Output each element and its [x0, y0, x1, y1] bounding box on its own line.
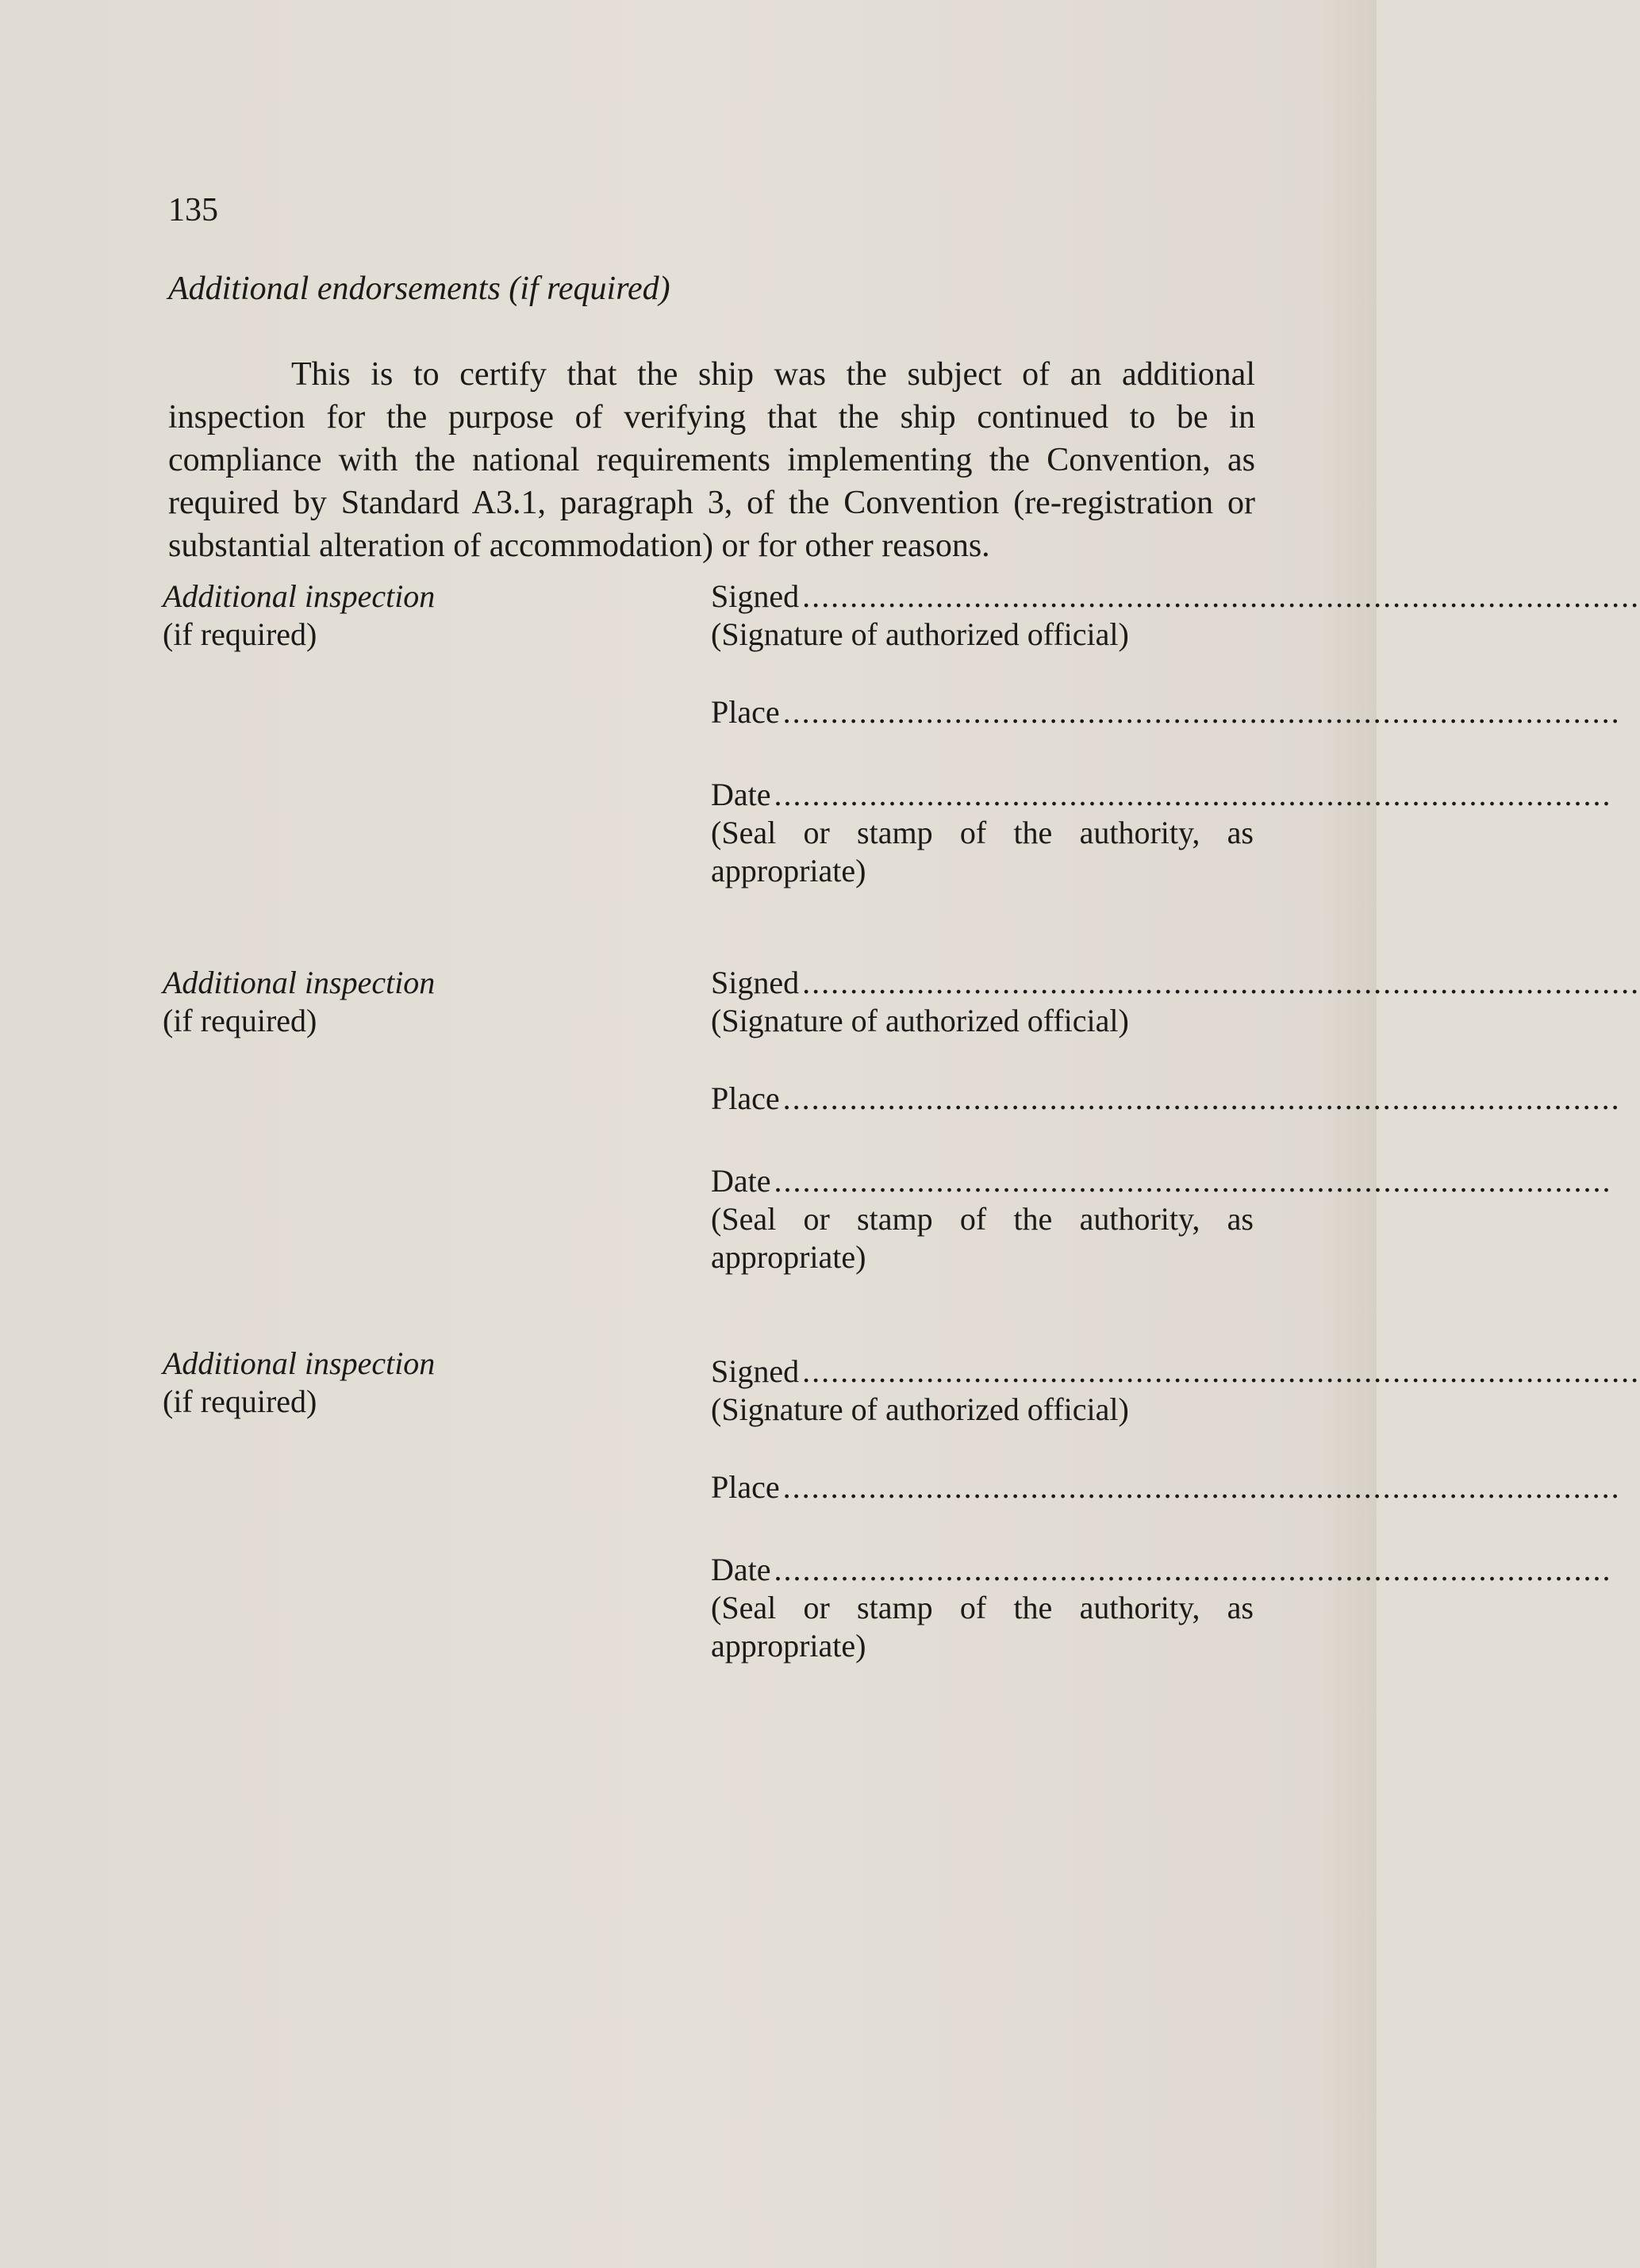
required-label: (if required)	[163, 616, 317, 652]
signed-field[interactable]	[711, 1353, 1640, 1391]
inspection-label: Additional inspection	[163, 1345, 436, 1381]
inspection-label: Additional inspection	[163, 578, 436, 614]
date-label: Date	[711, 1552, 771, 1587]
signature-caption: (Signature of authorized official)	[711, 616, 1129, 652]
place-dot-leader: ........................................................................................	[782, 1080, 1621, 1116]
section-heading: Additional endorsements (if required)	[168, 271, 670, 307]
place-label: Place	[711, 1080, 780, 1116]
certification-paragraph	[168, 353, 1255, 567]
signed-field[interactable]	[711, 578, 1640, 616]
place-label: Place	[711, 694, 780, 730]
signature-fields	[711, 578, 1640, 890]
place-field[interactable]	[711, 693, 1621, 731]
signed-dot-leader: ........................................................................................	[802, 578, 1640, 614]
signed-field[interactable]	[711, 964, 1640, 1002]
date-field[interactable]	[711, 1162, 1612, 1200]
signature-caption: (Signature of authorized official)	[711, 1391, 1129, 1427]
date-dot-leader: ........................................................................................	[774, 1163, 1612, 1199]
place-dot-leader: ........................................................................................	[782, 1469, 1621, 1505]
date-dot-leader: ........................................................................................	[774, 1552, 1612, 1587]
place-label: Place	[711, 1469, 780, 1505]
signed-dot-leader: ........................................................................................	[802, 965, 1640, 1000]
required-label: (if required)	[163, 1003, 317, 1038]
inspection-label-group	[163, 1345, 435, 1421]
signed-label: Signed	[711, 578, 800, 614]
place-field[interactable]	[711, 1080, 1621, 1118]
signature-caption: (Signature of authorized official)	[711, 1003, 1129, 1038]
date-field[interactable]	[711, 776, 1612, 814]
signed-label: Signed	[711, 965, 800, 1000]
paragraph-line: compliance with the national requirements implementing the Convention, as	[168, 442, 1255, 478]
signed-dot-leader: ........................................................................................	[802, 1353, 1640, 1389]
signature-fields	[711, 964, 1640, 1276]
inspection-label-group	[163, 578, 435, 654]
signed-label: Signed	[711, 1353, 800, 1389]
inspection-label: Additional inspection	[163, 965, 436, 1000]
required-label: (if required)	[163, 1383, 317, 1419]
inspection-label-group	[163, 964, 435, 1040]
paragraph-line: substantial alteration of accommodation) or for other reasons.	[168, 528, 990, 564]
place-dot-leader: ........................................................................................	[782, 694, 1621, 730]
seal-caption: (Seal or stamp of the authority, as appropriate)	[711, 815, 1254, 888]
paragraph-line: required by Standard A3.1, paragraph 3, of the Convention (re-registration or	[168, 485, 1255, 521]
page-number: 135	[168, 192, 218, 228]
seal-caption: (Seal or stamp of the authority, as appropriate)	[711, 1201, 1254, 1275]
date-label: Date	[711, 1163, 771, 1199]
signature-fields	[711, 1353, 1640, 1665]
paragraph-line: inspection for the purpose of verifying that the ship continued to be in	[168, 399, 1255, 436]
date-label: Date	[711, 777, 771, 812]
place-field[interactable]	[711, 1468, 1621, 1506]
seal-caption: (Seal or stamp of the authority, as appropriate)	[711, 1590, 1254, 1664]
date-dot-leader: ........................................................................................	[774, 777, 1612, 812]
paragraph-line: This is to certify that the ship was the subject of an additional	[291, 356, 1255, 393]
date-field[interactable]	[711, 1551, 1612, 1589]
